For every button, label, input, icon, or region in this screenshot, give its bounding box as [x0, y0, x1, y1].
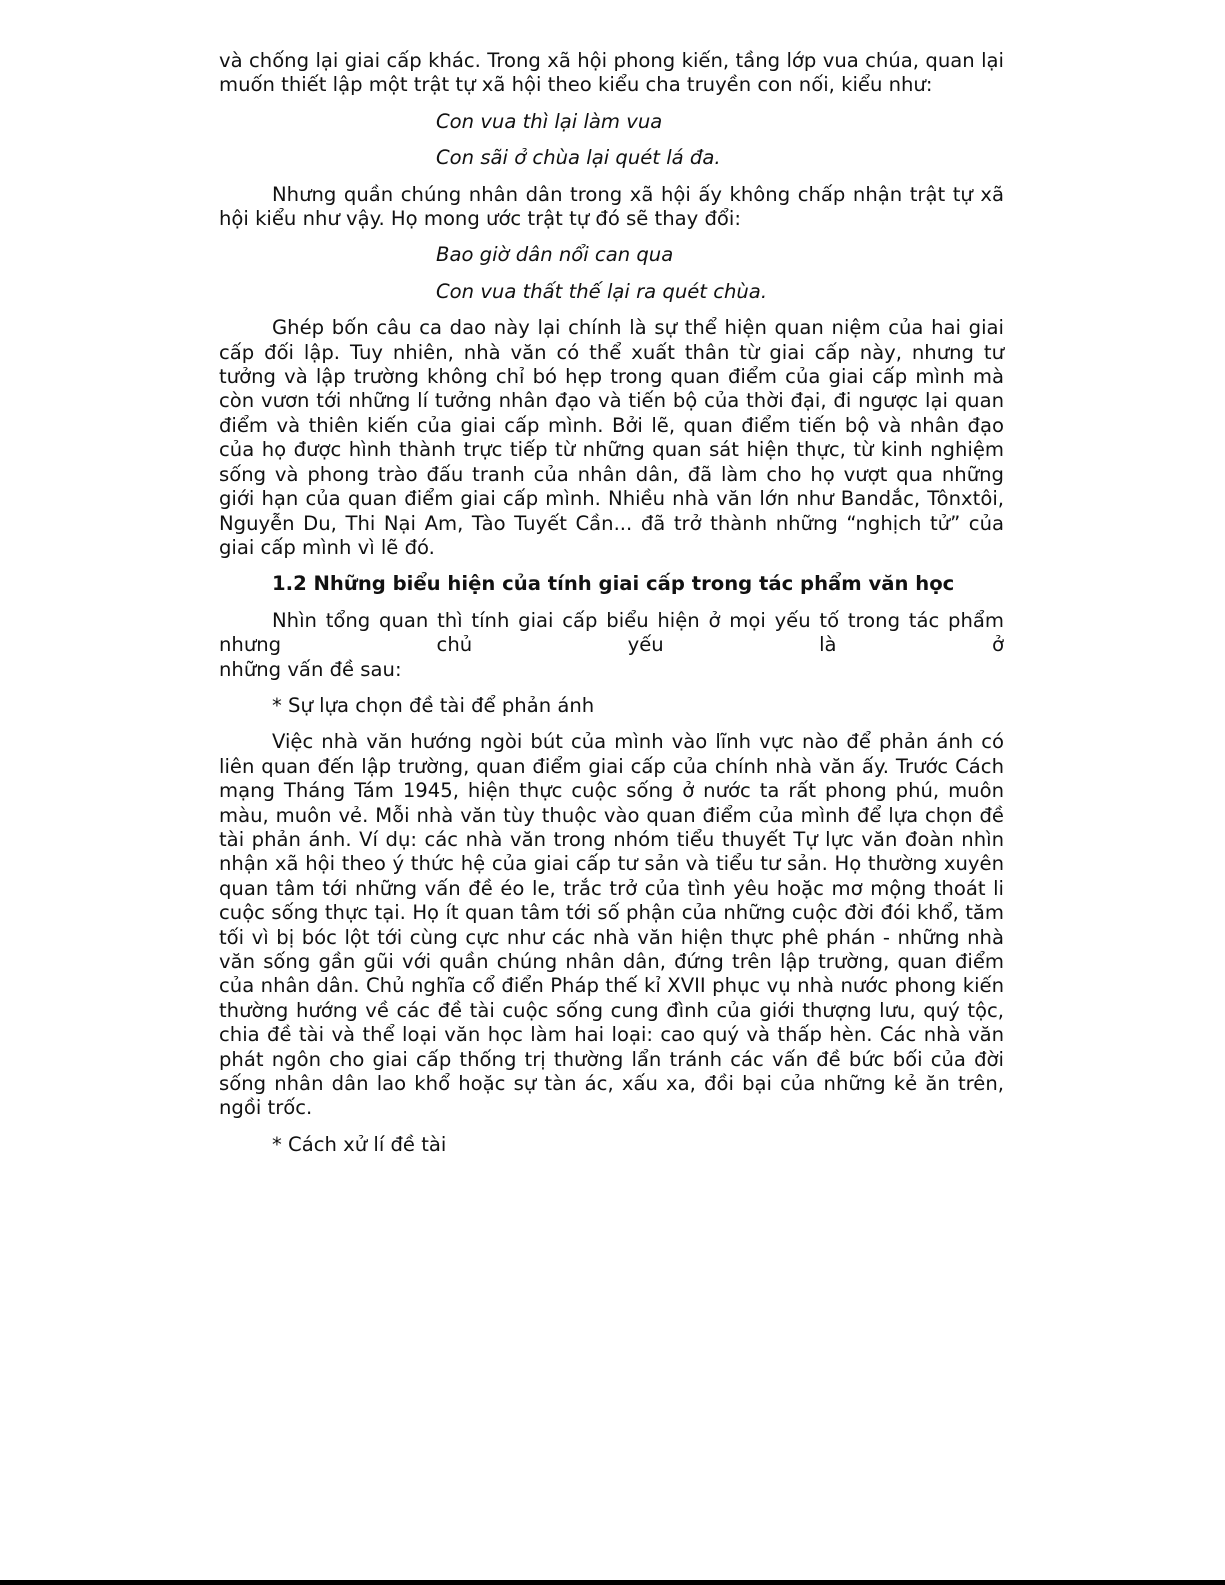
paragraph-opening: và chống lại giai cấp khác. Trong xã hội phong kiến, tầng lớp vua chúa, quan lại muốn thiết lập một trật tự xã hội theo kiểu cha truyền con nối, kiểu như: — [219, 49, 1004, 97]
verse-line-2: Con sãi ở chùa lại quét lá đa. — [436, 146, 721, 170]
paragraph-overview: Nhìn tổng quan thì tính giai cấp biểu hiện ở mọi yếu tố trong tác phẩm nhưng chủ yếu là ở — [219, 608, 1004, 657]
verse-line-4: Con vua thất thế lại ra quét chùa. — [436, 279, 768, 303]
document-page — [219, 49, 1004, 1169]
paragraph-people: Nhưng quần chúng nhân dân trong xã hội ấy không chấp nhận trật tự xã hội kiểu như vậy. Họ mong ước trật tự đó sẽ thay đổi: — [219, 182, 1004, 231]
paragraph-class-views: Ghép bốn câu ca dao này lại chính là sự thể hiện quan niệm của hai giai cấp đối lập. Tuy nhiên, nhà văn có thể xuất thân từ giai cấp này, nhưng tư tưởng và lập trường không chỉ bó hẹp trong quan điểm của giai cấp mình mà còn vươn tới những lí tưởng nhân đạo và tiến bộ của thời đại, đi ngược lại quan điểm và thiên kiến của giai cấp mình. Bởi lẽ, quan điểm tiến bộ và nhân đạo của họ được hình thành trực tiếp từ những quan sát hiện thực, từ kinh nghiệm sống và phong trào đấu tranh của nhân dân, đã làm cho họ vượt qua những giới hạn của quan điểm giai cấp mình. Nhiều nhà văn lớn như Bandắc, Tônxtôi, Nguyễn Du, Thi Nại Am, Tào Tuyết Cần... đã trở thành những “nghịch tử” của giai cấp mình vì lẽ đó. — [219, 316, 1004, 559]
verse-line-3: Bao giờ dân nổi can qua — [436, 243, 674, 267]
paragraph-topic-selection: Việc nhà văn hướng ngòi bút của mình vào lĩnh vực nào để phản ánh có liên quan đến lập trường, quan điểm giai cấp của chính nhà văn ấy. Trước Cách mạng Tháng Tám 1945, hiện thực cuộc sống ở nước ta rất phong phú, muôn màu, muôn vẻ. Mỗi nhà văn tùy thuộc vào quan điểm của mình để lựa chọn đề tài phản ánh. Ví dụ: các nhà văn trong nhóm tiểu thuyết Tự lực văn đoàn nhìn nhận xã hội theo ý thức hệ của giai cấp tư sản và tiểu tư sản. Họ thường xuyên quan tâm tới những vấn đề éo le, trắc trở của tình yêu hoặc mơ mộng thoát li cuộc sống thực tại. Họ ít quan tâm tới số phận của những cuộc đời đói khổ, tăm tối vì bị bóc lột tới cùng cực như các nhà văn hiện thực phê phán - những nhà văn sống gần gũi với quần chúng nhân dân, đứng trên lập trường, quan điểm của nhân dân. Chủ nghĩa cổ điển Pháp thế kỉ XVII phục vụ nhà nước phong kiến thường hướng về các đề tài cuộc sống cung đình của giới thượng lưu, quý tộc, chia đề tài và thể loại văn học làm hai loại: cao quý và thấp hèn. Các nhà văn phát ngôn cho giai cấp thống trị thường lẩn tránh các vấn đề bức bối của đời sống nhân dân lao khổ hoặc sự tàn ác, xấu xa, đồi bại của những kẻ ăn trên, ngồi trốc. — [219, 730, 1004, 1120]
bullet-topic-handling: * Cách xử lí đề tài — [272, 1132, 447, 1156]
paragraph-overview-end: những vấn đề sau: — [219, 657, 402, 681]
bullet-topic-selection: * Sự lựa chọn đề tài để phản ánh — [272, 693, 595, 717]
section-heading: 1.2 Những biểu hiện của tính giai cấp trong tác phẩm văn học — [272, 572, 955, 596]
page-bottom-border — [0, 1580, 1225, 1585]
verse-line-1: Con vua thì lại làm vua — [436, 109, 663, 133]
